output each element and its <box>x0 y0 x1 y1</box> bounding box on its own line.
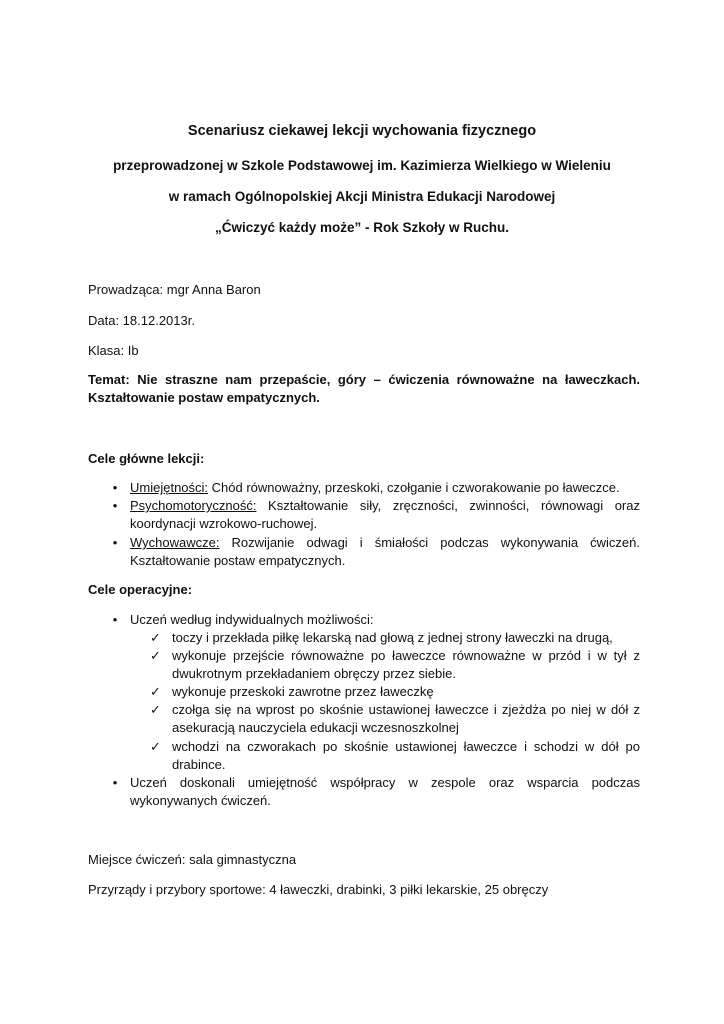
main-goals-heading: Cele główne lekcji: <box>88 451 205 466</box>
check-icon: ✓ <box>150 702 161 717</box>
check-icon: ✓ <box>150 739 161 754</box>
topic-line-2: Kształtowanie postaw empatycznych. <box>88 390 320 405</box>
operational-check-2-cont: dwukrotnym przekładaniem obręczy przez siebie. <box>172 666 456 681</box>
main-goal-2-text: Kształtowanie siły, zręczności, zwinności, równowagi oraz <box>256 498 640 513</box>
operational-check-2: wykonuje przejście równoważne po ławeczce równoważne w przód i w tył z <box>172 648 640 663</box>
operational-check-5-cont: drabince. <box>172 757 226 772</box>
operational-goals-heading: Cele operacyjne: <box>88 582 193 597</box>
check-icon: ✓ <box>150 684 161 699</box>
bullet-icon: • <box>112 480 118 495</box>
operational-check-5: wchodzi na czworakach po skośnie ustawionej ławeczce i schodzi w dół po <box>172 739 640 754</box>
main-goal-3-cont: Kształtowanie postaw empatycznych. <box>130 553 346 568</box>
main-goal-3-text: Rozwijanie odwagi i śmiałości podczas wykonywania ćwiczeń. <box>219 535 640 550</box>
equipment-line: Przyrządy i przybory sportowe: 4 ławeczki, drabinki, 3 piłki lekarskie, 25 obręczy <box>88 882 549 897</box>
check-icon: ✓ <box>150 648 161 663</box>
topic-line-1: Temat: Nie straszne nam przepaście, góry – ćwiczenia równoważne na ławeczkach. <box>88 372 640 387</box>
operational-intro: Uczeń według indywidualnych możliwości: <box>130 612 374 627</box>
main-goal-1 <box>130 479 640 497</box>
class-line: Klasa: Ib <box>88 343 139 358</box>
place-line: Miejsce ćwiczeń: sala gimnastyczna <box>88 852 297 867</box>
main-goal-2-cont: koordynacji wzrokowo-ruchowej. <box>130 516 318 531</box>
operational-check-4: czołga się na wprost po skośnie ustawionej ławeczce i zjeżdża po niej w dół z <box>172 702 640 717</box>
operational-check-4-cont: asekuracją nauczyciela edukacji wczesnoszkolnej <box>172 720 459 735</box>
main-goal-2 <box>130 497 640 515</box>
document-title: Scenariusz ciekawej lekcji wychowania fizycznego <box>187 123 537 139</box>
main-goal-1-text: Chód równoważny, przeskoki, czołganie i czworakowanie po ławeczce. <box>208 480 620 495</box>
bullet-icon: • <box>112 498 118 513</box>
bullet-icon: • <box>112 775 118 790</box>
operational-cooperation-cont: wykonywanych ćwiczeń. <box>130 793 271 808</box>
bullet-icon: • <box>112 612 118 627</box>
main-goal-3 <box>130 534 640 552</box>
operational-cooperation: Uczeń doskonali umiejętność współpracy w zespole oraz wsparcia podczas <box>130 775 640 790</box>
operational-check-1: toczy i przekłada piłkę lekarską nad głową z jednej strony ławeczki na drugą, <box>172 630 613 645</box>
bullet-icon: • <box>112 535 118 550</box>
operational-check-3: wykonuje przeskoki zawrotne przez ławeczkę <box>172 684 434 699</box>
title-line-slogan: „Ćwiczyć każdy może” - Rok Szkoły w Ruchu. <box>214 220 510 235</box>
check-icon: ✓ <box>150 630 161 645</box>
teacher-line: Prowadząca: mgr Anna Baron <box>88 282 261 297</box>
main-goal-3-label: Wychowawcze: <box>130 535 220 550</box>
date-line: Data: 18.12.2013r. <box>88 313 195 328</box>
title-line-school: przeprowadzonej w Szkole Podstawowej im. Kazimierza Wielkiego w Wieleniu <box>113 158 611 173</box>
main-goal-1-label: Umiejętności: <box>130 480 209 495</box>
main-goal-2-label: Psychomotoryczność: <box>130 498 257 513</box>
title-line-action: w ramach Ogólnopolskiej Akcji Ministra Edukacji Narodowej <box>168 189 556 204</box>
